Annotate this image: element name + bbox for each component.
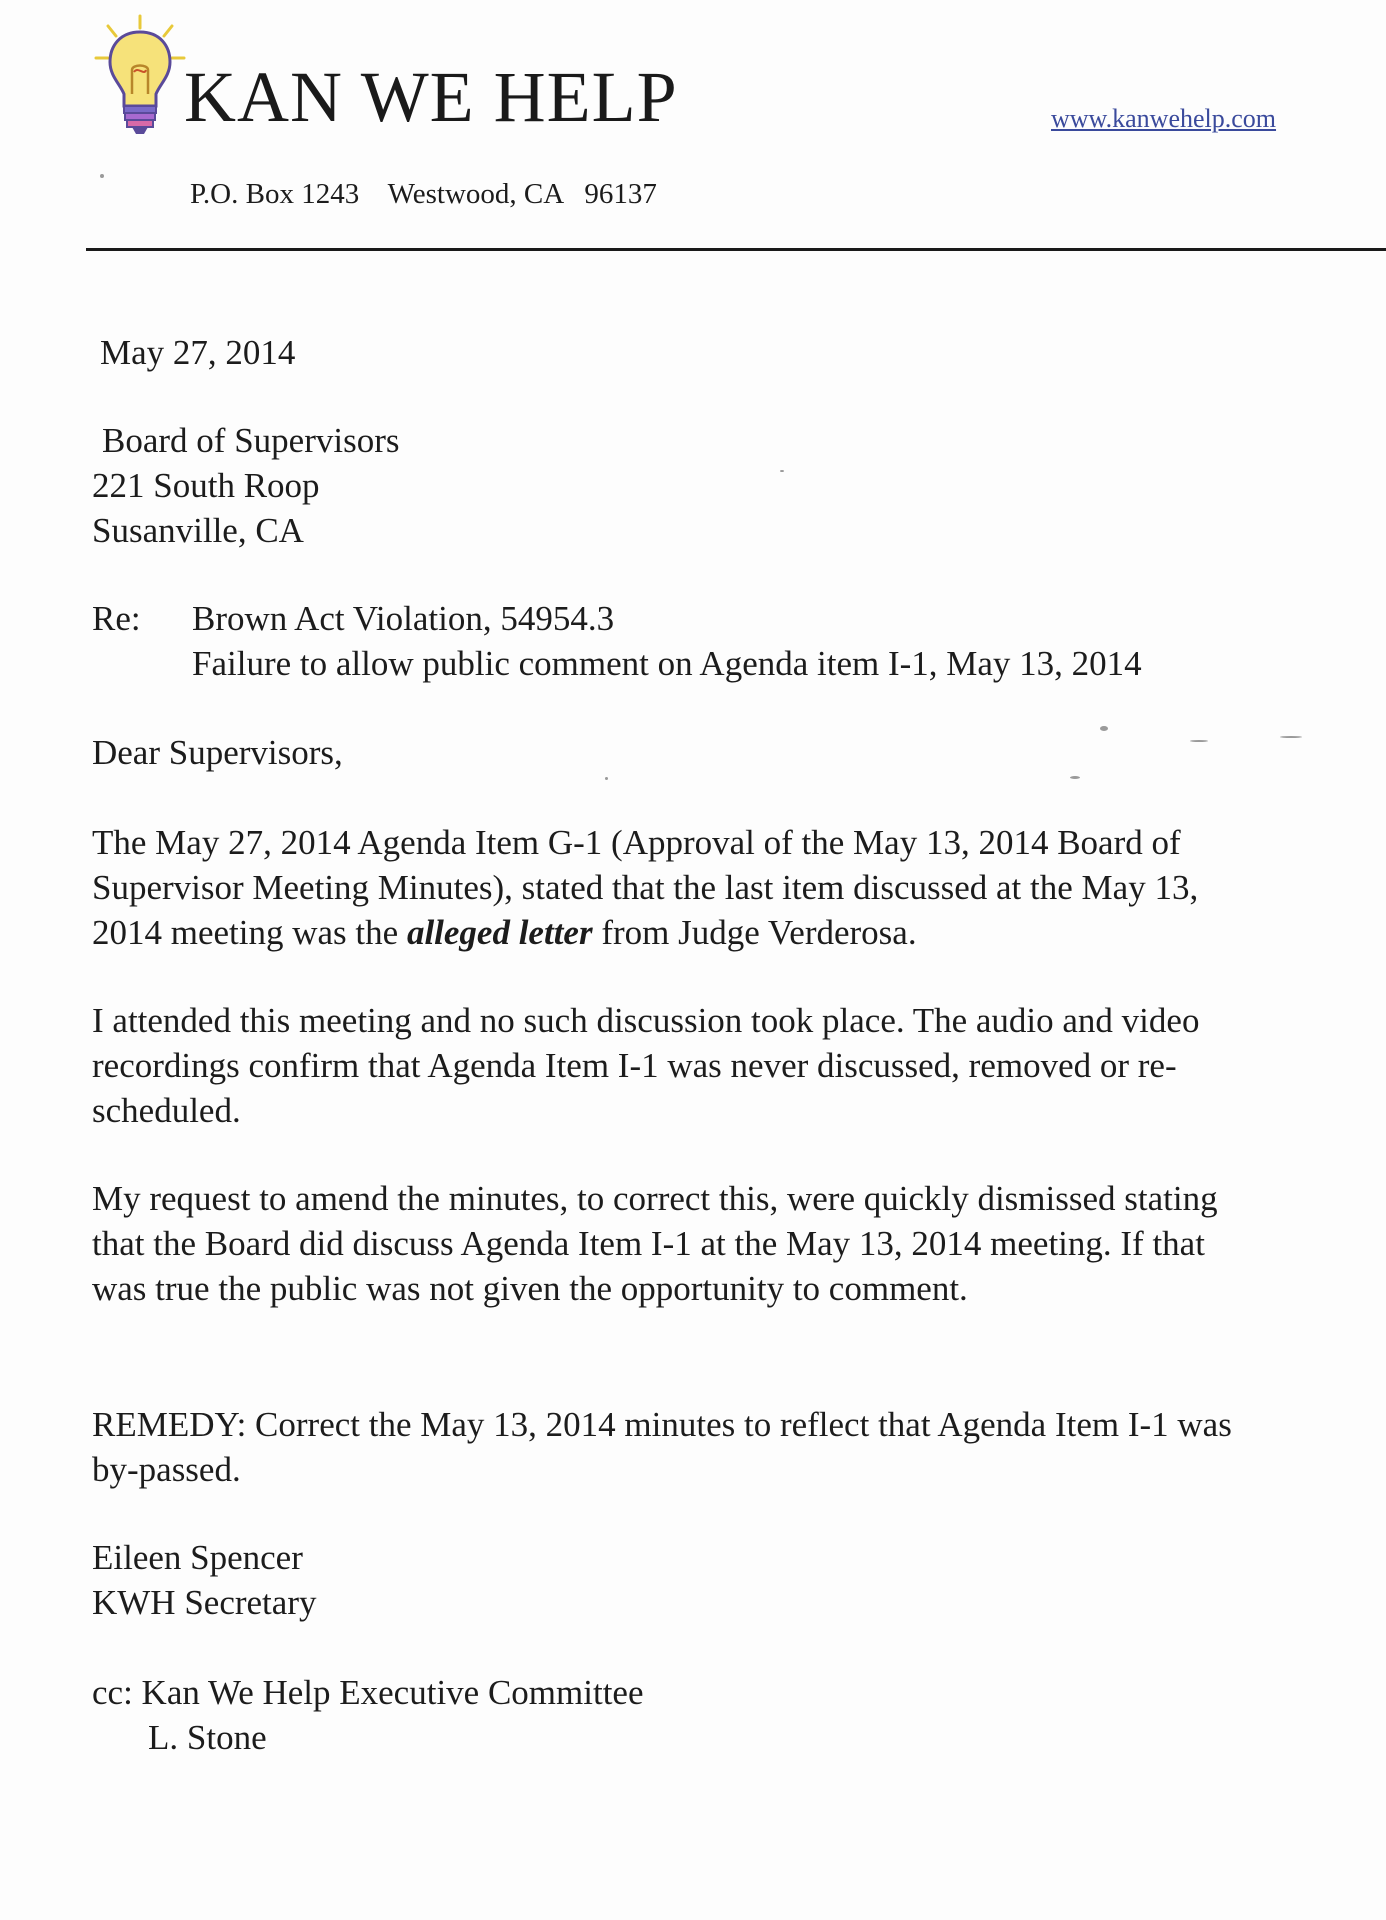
- subject-line: Brown Act Violation, 54954.3: [192, 599, 615, 638]
- scan-speck: [605, 777, 608, 780]
- paragraph-line: [92, 910, 1382, 955]
- paragraph-line: recordings confirm that Agenda Item I-1 was never discussed, removed or re-: [92, 1046, 1177, 1085]
- subject-line: Failure to allow public comment on Agenda item I-1, May 13, 2014: [192, 644, 1142, 683]
- cc-block: [92, 1670, 1382, 1760]
- paragraph-line: I attended this meeting and no such discussion took place. The audio and video: [92, 1001, 1200, 1040]
- signature-block: [92, 1535, 1382, 1625]
- signer-name: Eileen Spencer: [92, 1538, 303, 1577]
- salutation: Dear Supervisors,: [92, 733, 343, 772]
- subject-lines: [192, 596, 1142, 686]
- paragraph-text: 2014 meeting was the: [92, 913, 407, 952]
- paragraph-2: [92, 998, 1382, 1133]
- remedy-paragraph: [92, 1402, 1382, 1492]
- letterhead-divider: [86, 248, 1386, 251]
- website-link[interactable]: www.kanwehelp.com: [1051, 104, 1277, 133]
- paragraph-line: REMEDY: Correct the May 13, 2014 minutes to reflect that Agenda Item I-1 was: [92, 1405, 1232, 1444]
- scan-speck: [1280, 736, 1302, 738]
- lightbulb-icon: [94, 14, 186, 136]
- paragraph-text: from Judge Verderosa.: [592, 913, 917, 952]
- emphasized-text: alleged letter: [406, 913, 593, 952]
- cc-line: cc: Kan We Help Executive Committee: [92, 1673, 644, 1712]
- scan-speck: [1070, 776, 1080, 779]
- recipient-line: 221 South Roop: [92, 466, 320, 505]
- letter-date: May 27, 2014: [100, 333, 296, 372]
- subject-label: Re:: [92, 599, 141, 638]
- paragraph-line: My request to amend the minutes, to correct this, were quickly dismissed stating: [92, 1179, 1218, 1218]
- letterhead-address: P.O. Box 1243 Westwood, CA 96137: [190, 178, 657, 210]
- paragraph-line: scheduled.: [92, 1091, 241, 1130]
- scan-speck: [780, 470, 784, 472]
- organization-name: KAN WE HELP: [184, 57, 678, 137]
- paragraph-line: was true the public was not given the opportunity to comment.: [92, 1269, 968, 1308]
- signer-title: KWH Secretary: [92, 1583, 317, 1622]
- cc-line: L. Stone: [148, 1718, 267, 1757]
- paragraph-1: [92, 820, 1382, 955]
- paragraph-line: by-passed.: [92, 1450, 241, 1489]
- paragraph-3: [92, 1176, 1382, 1311]
- scan-speck: [1100, 726, 1108, 731]
- recipient-line: Board of Supervisors: [102, 421, 400, 460]
- recipient-line: Susanville, CA: [92, 511, 304, 550]
- paragraph-line: that the Board did discuss Agenda Item I-1 at the May 13, 2014 meeting. If that: [92, 1224, 1205, 1263]
- recipient-address: [92, 418, 1382, 553]
- scan-speck: [1190, 740, 1208, 742]
- paragraph-line: Supervisor Meeting Minutes), stated that the last item discussed at the May 13,: [92, 868, 1199, 907]
- paragraph-line: The May 27, 2014 Agenda Item G-1 (Approval of the May 13, 2014 Board of: [92, 823, 1181, 862]
- scan-speck: [100, 174, 104, 178]
